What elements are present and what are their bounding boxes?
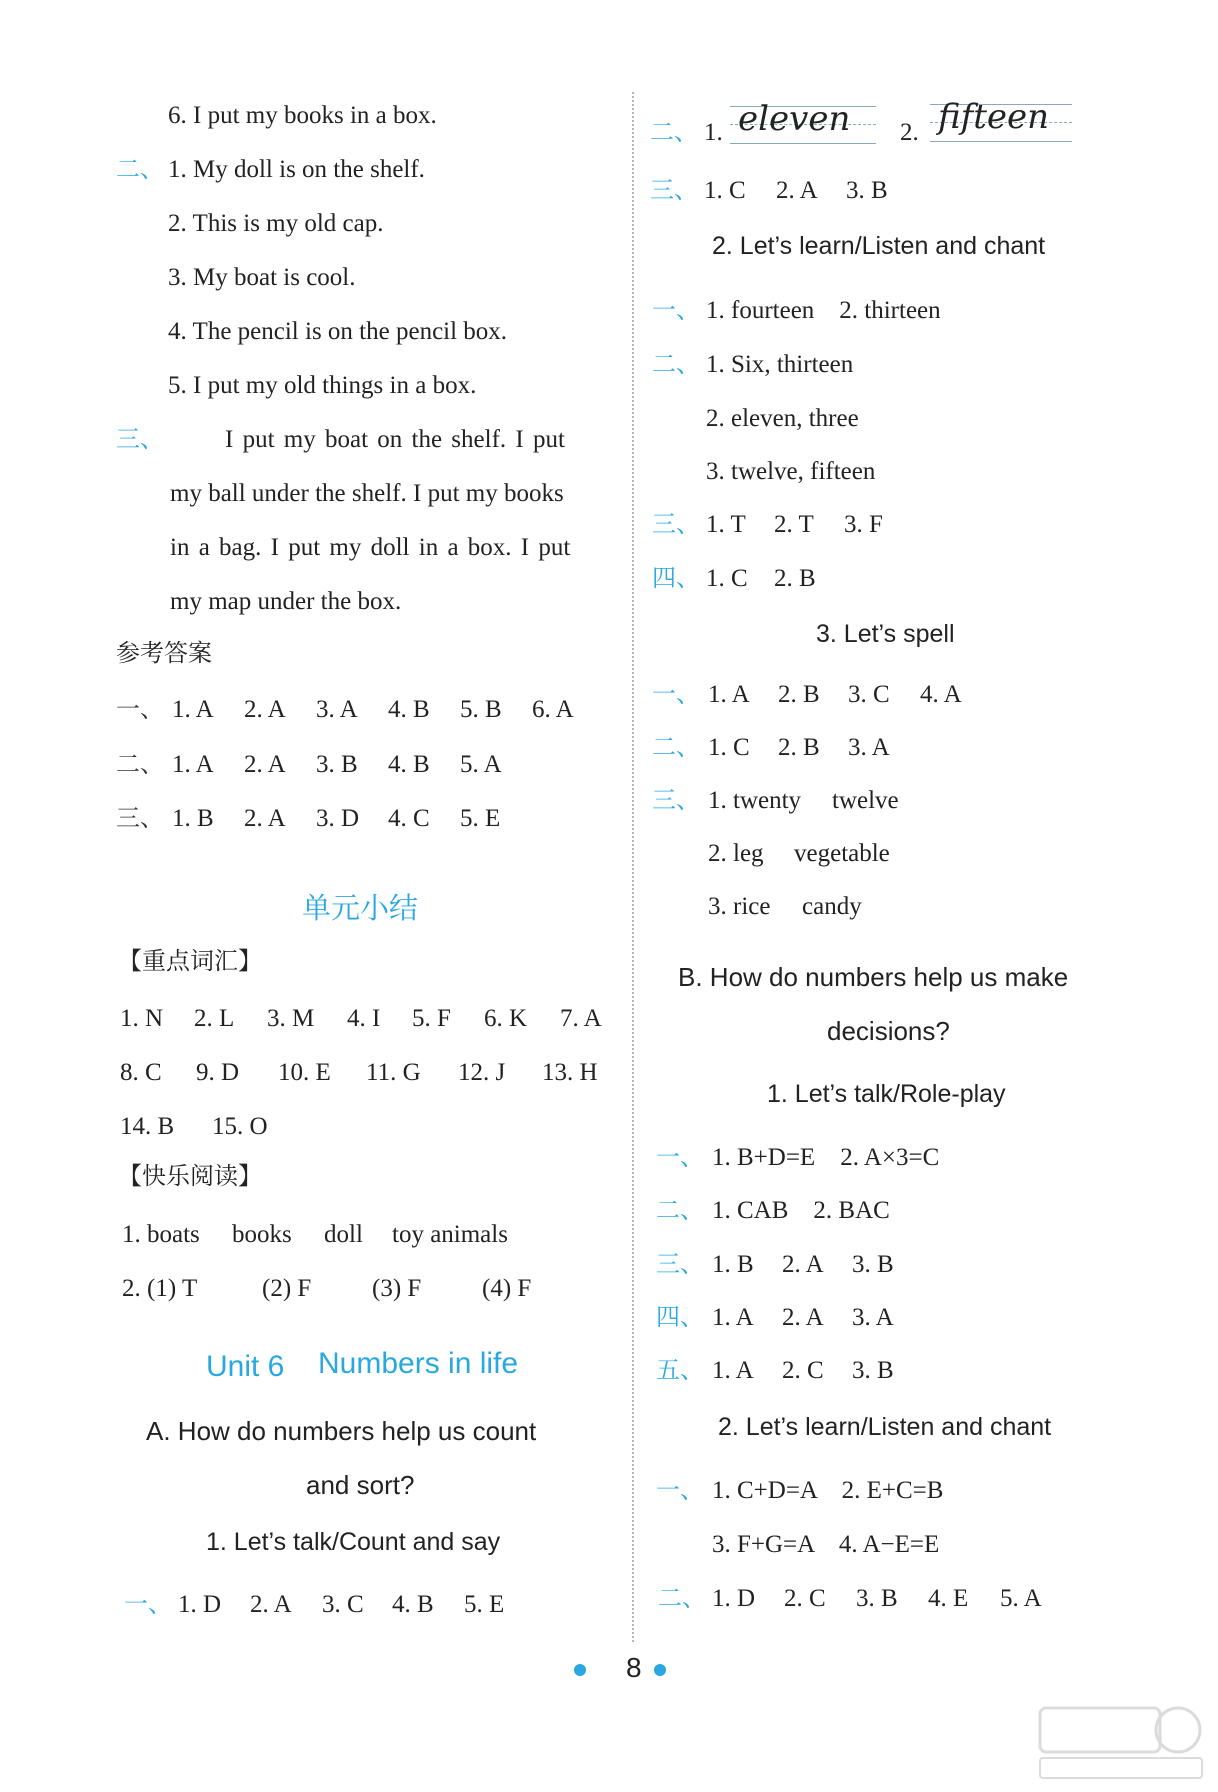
answer-item: 2. A — [244, 751, 286, 778]
unit-summary-title: 单元小结 — [302, 891, 419, 925]
answer-item: 3. F — [844, 511, 883, 538]
answer-item: 1. A — [708, 681, 750, 708]
section-marker: 二、 — [658, 1584, 706, 1612]
subsection-heading: 3. Let’s spell — [816, 620, 955, 648]
answer-item: 3. B — [846, 177, 888, 204]
section-a-heading-cont: and sort? — [306, 1470, 415, 1500]
answer-item: 2. A — [244, 805, 286, 832]
handwriting-box — [930, 97, 1072, 144]
answer-item: 2. leg — [708, 840, 764, 867]
answer-item: 1. — [704, 119, 723, 146]
section-a-heading: A. How do numbers help us count — [146, 1416, 537, 1446]
answer-item: 7. A — [560, 1005, 602, 1032]
answer-item: 5. E — [464, 1591, 505, 1618]
section-marker: 一、 — [652, 296, 700, 324]
section-marker: 二、 — [116, 155, 164, 183]
answer-item: 3. B — [856, 1585, 898, 1612]
handwriting-box — [730, 99, 876, 146]
answer-item: 1. C — [704, 177, 746, 204]
section-marker: 一、 — [116, 695, 164, 723]
answer-item: 2. A — [782, 1251, 824, 1278]
passage-line: I put my boat on the shelf. I put — [225, 426, 565, 453]
section-b-heading: B. How do numbers help us make — [678, 962, 1069, 992]
answer-item: doll — [324, 1221, 363, 1248]
answer-item: 13. H — [542, 1059, 598, 1086]
answer-item: 1. A — [712, 1304, 754, 1331]
section-marker: 四、 — [656, 1303, 704, 1331]
answer-item: candy — [802, 893, 862, 920]
answer-item: (4) F — [482, 1275, 532, 1302]
answer-line: 1. B+D=E 2. A×3=C — [712, 1144, 940, 1171]
answer-line: 6. I put my books in a box. — [168, 102, 437, 129]
subsection-heading: 2. Let’s learn/Listen and chant — [718, 1413, 1052, 1441]
section-marker: 二、 — [656, 1196, 704, 1224]
section-marker: 五、 — [656, 1356, 704, 1384]
answer-item: 2. A — [250, 1591, 292, 1618]
column-divider — [632, 92, 634, 1642]
section-marker: 二、 — [650, 118, 698, 146]
section-marker: 四、 — [652, 564, 700, 592]
answer-item: 3. B — [852, 1251, 894, 1278]
section-marker: 三、 — [116, 425, 164, 453]
section-marker: 二、 — [652, 733, 700, 761]
subsection-heading: 2. Let’s learn/Listen and chant — [712, 232, 1046, 260]
section-marker: 三、 — [656, 1250, 704, 1278]
answer-item: 3. D — [316, 805, 360, 832]
answer-line: 5. I put my old things in a box. — [168, 372, 477, 399]
answer-line: 4. The pencil is on the pencil box. — [168, 318, 508, 345]
answer-item: 6. K — [484, 1005, 528, 1032]
answer-item: 3. M — [267, 1005, 315, 1032]
answer-item: 6. A — [532, 696, 574, 723]
subsection-heading: 1. Let’s talk/Role-play — [767, 1080, 1006, 1108]
answer-item: 1. N — [120, 1005, 164, 1032]
answer-item: 1. A — [172, 696, 214, 723]
answer-item: 1. B — [172, 805, 214, 832]
answer-item: 15. O — [212, 1113, 268, 1140]
answer-item: 9. D — [196, 1059, 240, 1086]
answer-item: 11. G — [366, 1059, 421, 1086]
answer-item: 2. B — [778, 734, 820, 761]
passage-line: my map under the box. — [170, 588, 402, 615]
answer-item: 14. B — [120, 1113, 175, 1140]
answer-item: 2. A — [776, 177, 818, 204]
section-marker: 三、 — [652, 786, 700, 814]
answer-item: 2. A — [244, 696, 286, 723]
section-b-heading-cont: decisions? — [827, 1016, 950, 1046]
answer-line: 1. fourteen 2. thirteen — [706, 297, 941, 324]
watermark-logo — [1036, 1700, 1206, 1784]
answer-item: 1. C — [706, 565, 748, 592]
answer-item: (3) F — [372, 1275, 422, 1302]
answer-item: 3. A — [852, 1304, 894, 1331]
answer-item: 2. C — [784, 1585, 826, 1612]
answer-item: 3. rice — [708, 893, 771, 920]
subsection-heading: 1. Let’s talk/Count and say — [206, 1528, 501, 1556]
answer-line: 3. F+G=A 4. A−E=E — [712, 1531, 940, 1558]
answer-item: 1. C — [708, 734, 750, 761]
answer-item: 12. J — [458, 1059, 506, 1086]
answer-item: twelve — [832, 787, 899, 814]
answer-item: vegetable — [794, 840, 890, 867]
answer-item: 2. A — [782, 1304, 824, 1331]
answer-item: 5. B — [460, 696, 502, 723]
key-words-heading: 【重点词汇】 — [118, 947, 262, 975]
answer-item: 4. E — [928, 1585, 969, 1612]
answer-item: 3. B — [316, 751, 358, 778]
answer-item: toy animals — [392, 1221, 508, 1248]
answer-line: 3. My boat is cool. — [168, 264, 356, 291]
answer-item: 8. C — [120, 1059, 162, 1086]
handwritten-word: fifteen — [938, 97, 1050, 137]
answer-item: (2) F — [262, 1275, 312, 1302]
answer-item: 4. C — [388, 805, 430, 832]
handwritten-word: eleven — [738, 99, 851, 139]
section-marker: 一、 — [656, 1143, 704, 1171]
section-marker: 一、 — [656, 1476, 704, 1504]
unit-title-number: Unit 6 — [206, 1350, 285, 1383]
answer-item: 2. C — [782, 1357, 824, 1384]
section-marker: 一、 — [652, 680, 700, 708]
answer-item: 4. I — [347, 1005, 381, 1032]
answer-item: 4. B — [388, 696, 430, 723]
answer-item: 3. B — [852, 1357, 894, 1384]
section-marker: 一、 — [124, 1590, 172, 1618]
answer-item: 1. T — [706, 511, 746, 538]
answer-item: 10. E — [278, 1059, 331, 1086]
answer-item: 2. (1) T — [122, 1275, 198, 1302]
answer-line: 1. Six, thirteen — [706, 351, 854, 378]
answer-item: 4. A — [920, 681, 962, 708]
answer-item: 2. B — [778, 681, 820, 708]
answer-item: 1. twenty — [708, 787, 802, 814]
page-number: 8 — [626, 1652, 642, 1683]
section-marker: 三、 — [652, 510, 700, 538]
unit-title-name: Numbers in life — [318, 1347, 519, 1380]
answer-item: 4. B — [392, 1591, 434, 1618]
answer-item: 5. F — [412, 1005, 451, 1032]
answer-line: 2. This is my old cap. — [168, 210, 384, 237]
answer-item: 5. A — [460, 751, 502, 778]
answer-item: 5. E — [460, 805, 501, 832]
answer-line: 3. twelve, fifteen — [706, 458, 876, 485]
answer-item: 2. L — [194, 1005, 235, 1032]
answer-item: 2. B — [774, 565, 816, 592]
answer-item: 5. A — [1000, 1585, 1042, 1612]
answer-item: 1. A — [172, 751, 214, 778]
answer-line: 1. My doll is on the shelf. — [168, 156, 425, 183]
answer-line: 1. CAB 2. BAC — [712, 1197, 890, 1224]
answer-item: 3. A — [316, 696, 358, 723]
answer-line: 1. C+D=A 2. E+C=B — [712, 1477, 944, 1504]
section-marker: 三、 — [650, 176, 698, 204]
answer-item: 1. D — [712, 1585, 756, 1612]
answer-item: 3. C — [322, 1591, 364, 1618]
passage-line: in a bag. I put my doll in a box. I put — [170, 534, 571, 561]
reference-answers-heading: 参考答案 — [116, 639, 212, 667]
answer-item: 4. B — [388, 751, 430, 778]
answer-item: 3. C — [848, 681, 890, 708]
answer-item: 1. boats — [122, 1221, 200, 1248]
answer-item: 2. T — [774, 511, 814, 538]
answer-item: books — [232, 1221, 292, 1248]
answer-item: 1. D — [178, 1591, 222, 1618]
answer-item: 2. — [900, 119, 919, 146]
answer-item: 1. B — [712, 1251, 754, 1278]
happy-reading-heading: 【快乐阅读】 — [118, 1162, 262, 1190]
section-marker: 二、 — [116, 750, 164, 778]
section-marker: 三、 — [116, 804, 164, 832]
answer-line: 2. eleven, three — [706, 405, 859, 432]
passage-line: my ball under the shelf. I put my books — [170, 480, 564, 507]
answer-item: 1. A — [712, 1357, 754, 1384]
section-marker: 二、 — [652, 350, 700, 378]
page-number-dot-right — [654, 1664, 666, 1676]
answer-item: 3. A — [848, 734, 890, 761]
page-number-dot-left — [574, 1664, 586, 1676]
